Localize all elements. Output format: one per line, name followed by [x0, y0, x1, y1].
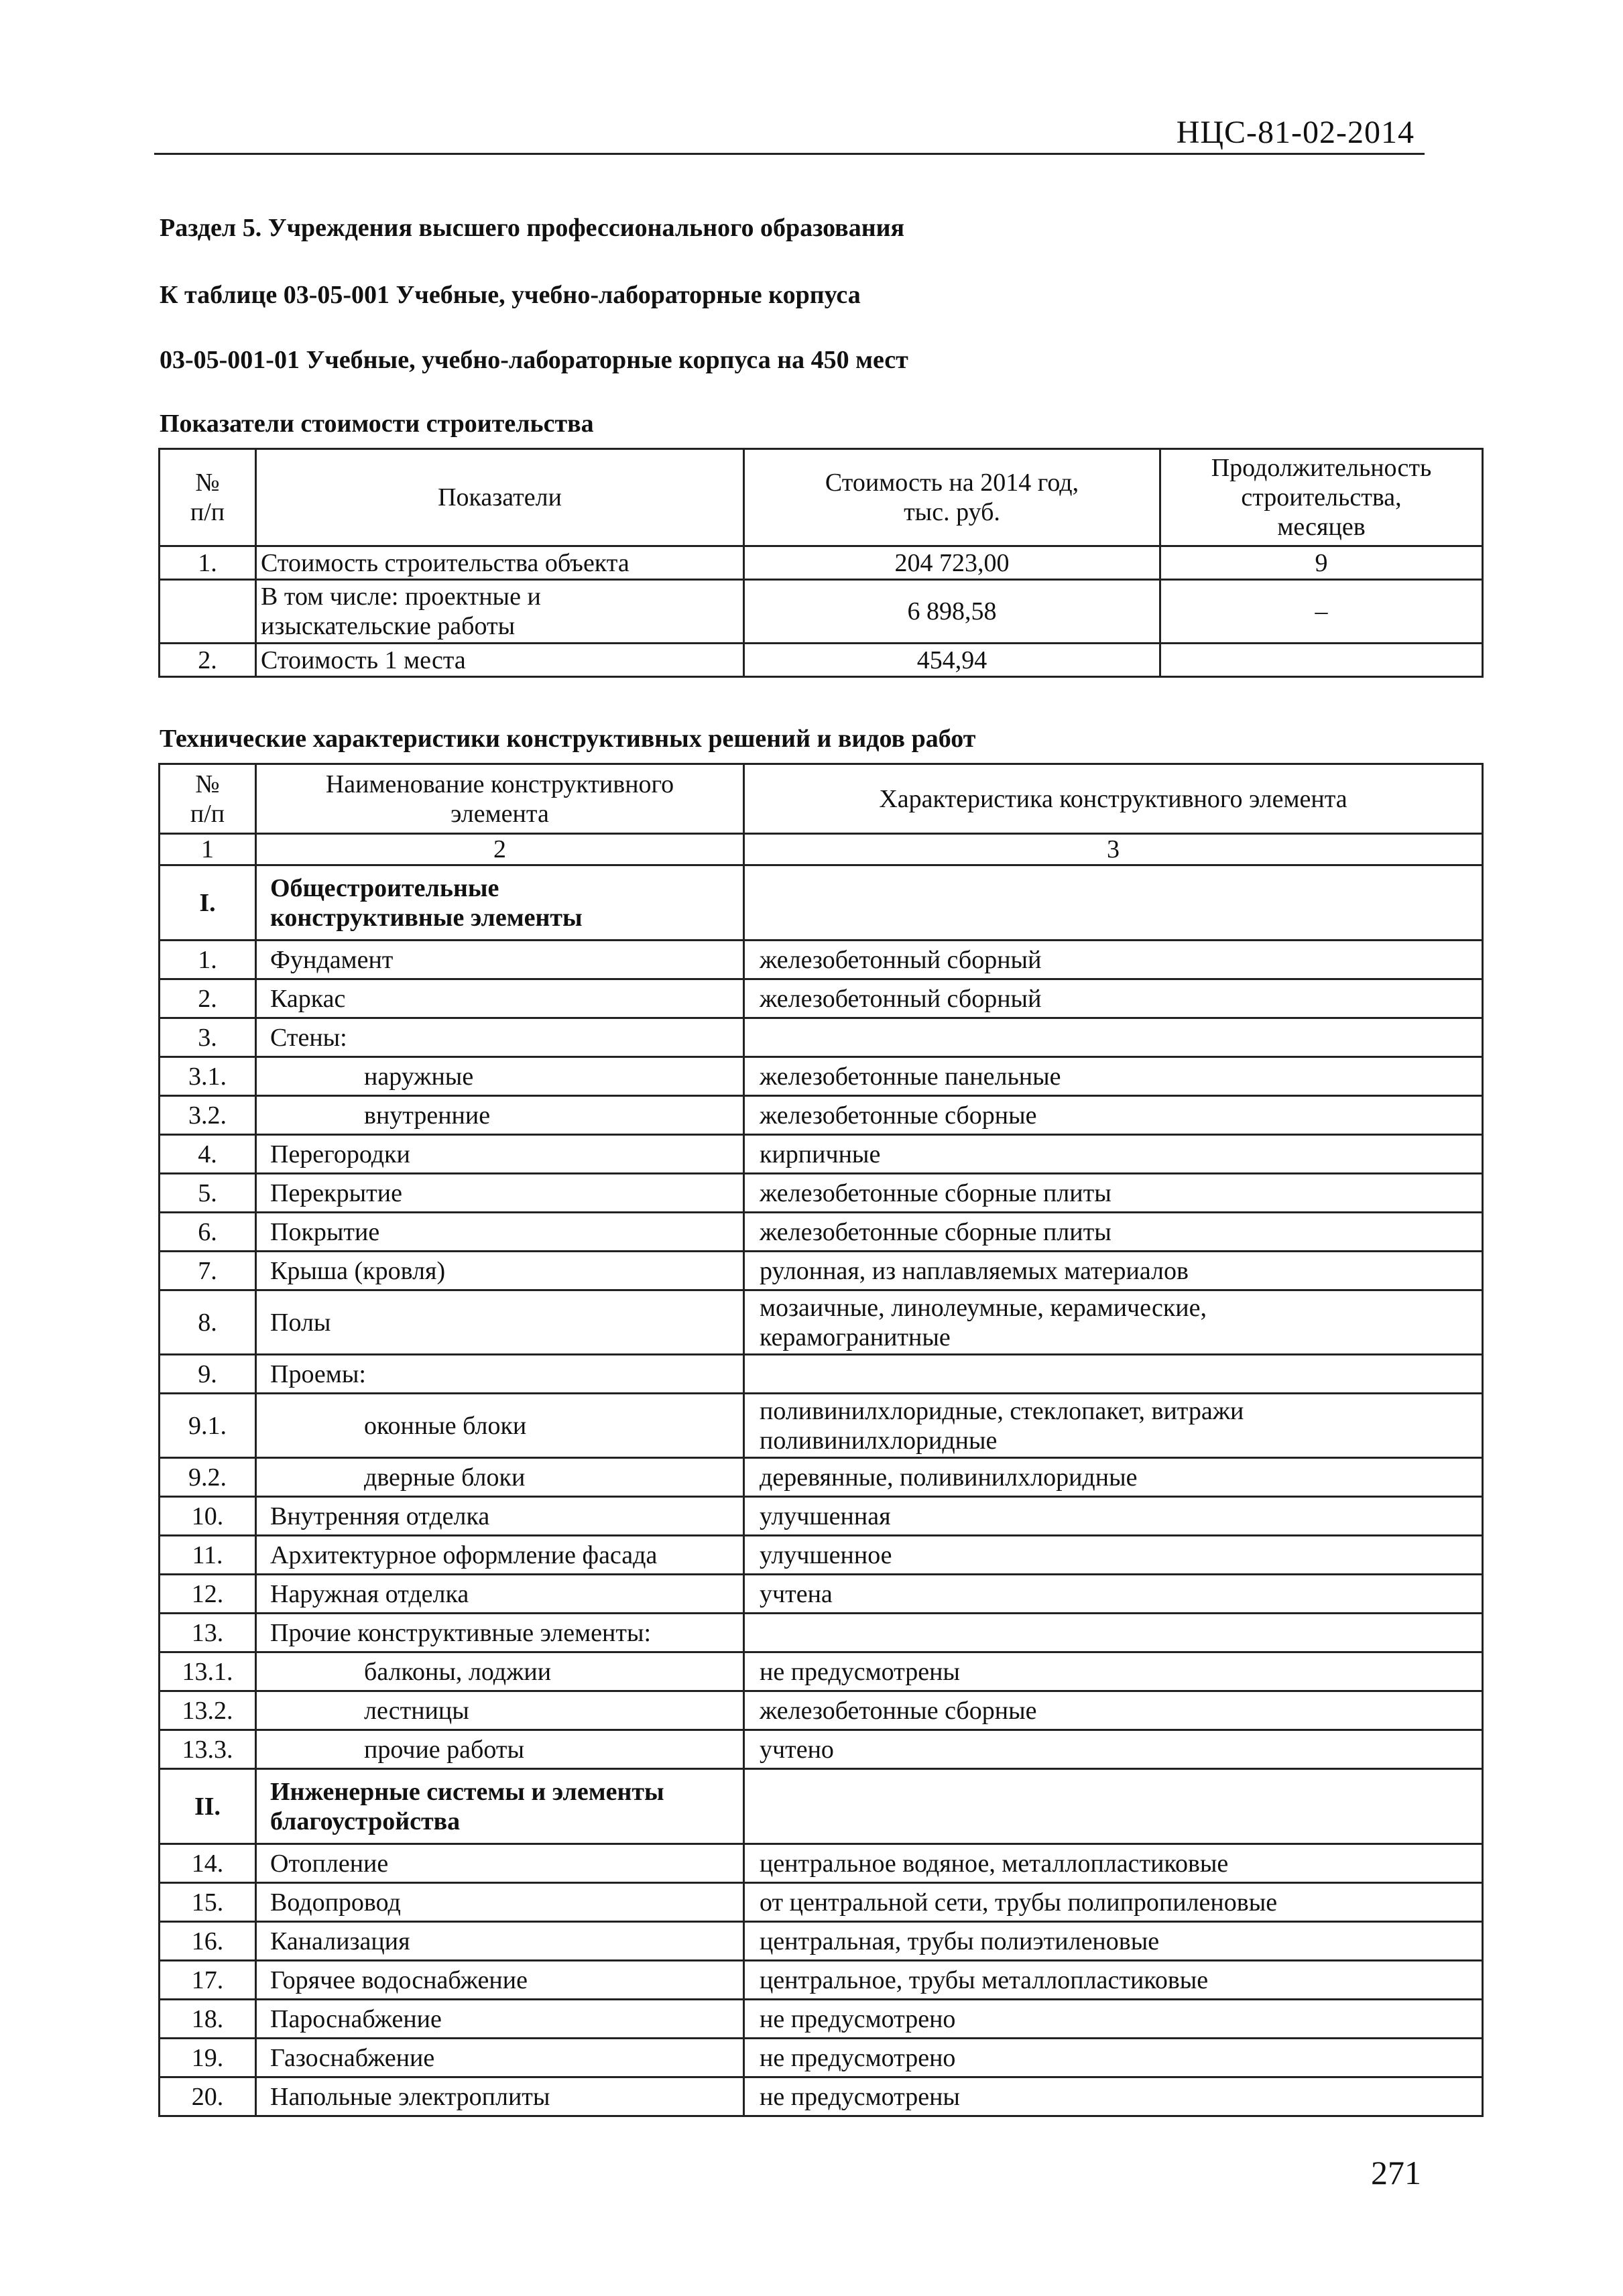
element-name: Наружная отделка [256, 1575, 744, 1614]
element-characteristic: мозаичные, линолеумные, керамические, керамогранитные [744, 1290, 1483, 1355]
header-number: № п/п [160, 449, 256, 546]
tech-table-row [160, 1252, 1483, 1290]
element-name: дверные блоки [256, 1458, 744, 1497]
duration-value [1160, 644, 1483, 677]
element-characteristic: железобетонный сборный [744, 941, 1483, 979]
header-element-characteristic: Характеристика конструктивного элемента [744, 764, 1483, 834]
element-number: 9. [160, 1355, 256, 1394]
element-characteristic [744, 1018, 1483, 1057]
element-characteristic: от центральной сети, трубы полипропиленовые [744, 1883, 1483, 1922]
indicator-name: В том числе: проектные и изыскательские работы [256, 580, 744, 644]
element-number: 8. [160, 1290, 256, 1355]
element-characteristic: железобетонные сборные [744, 1096, 1483, 1135]
element-number: 6. [160, 1213, 256, 1252]
element-number: 9.2. [160, 1458, 256, 1497]
element-characteristic: деревянные, поливинилхлоридные [744, 1458, 1483, 1497]
element-name: прочие работы [256, 1730, 744, 1769]
element-number: 3. [160, 1018, 256, 1057]
element-number: 12. [160, 1575, 256, 1614]
duration-value: 9 [1160, 546, 1483, 580]
element-name: Фундамент [256, 941, 744, 979]
element-characteristic [744, 1355, 1483, 1394]
column-number-1: 1 [160, 834, 256, 865]
object-heading: 03-05-001-01 Учебные, учебно-лабораторные корпуса на 450 мест [160, 346, 908, 374]
tech-table-row [160, 1458, 1483, 1497]
element-name: Газоснабжение [256, 2039, 744, 2077]
tech-table-header-row [160, 764, 1483, 834]
element-characteristic: центральное, трубы металлопластиковые [744, 1961, 1483, 2000]
element-number: 10. [160, 1497, 256, 1536]
element-name: Крыша (кровля) [256, 1252, 744, 1290]
element-characteristic: не предусмотрено [744, 2000, 1483, 2039]
element-characteristic: центральное водяное, металлопластиковые [744, 1844, 1483, 1883]
tech-table-row [160, 1497, 1483, 1536]
cost-indicators-heading: Показатели стоимости строительства [160, 410, 594, 438]
tech-table-row [160, 1769, 1483, 1844]
element-name: балконы, лоджии [256, 1652, 744, 1691]
tech-table-row [160, 979, 1483, 1018]
tech-table-row [160, 1174, 1483, 1213]
element-characteristic: улучшенное [744, 1536, 1483, 1575]
element-name: наружные [256, 1057, 744, 1096]
element-number: 19. [160, 2039, 256, 2077]
tech-table-row [160, 1883, 1483, 1922]
tech-table-row [160, 1536, 1483, 1575]
column-number-2: 2 [256, 834, 744, 865]
tech-table-row [160, 1290, 1483, 1355]
tech-table-row [160, 1691, 1483, 1730]
element-characteristic: железобетонные панельные [744, 1057, 1483, 1096]
tech-table-row [160, 1730, 1483, 1769]
element-characteristic: железобетонные сборные плиты [744, 1174, 1483, 1213]
element-characteristic: железобетонные сборные плиты [744, 1213, 1483, 1252]
element-characteristic: железобетонные сборные [744, 1691, 1483, 1730]
element-characteristic: улучшенная [744, 1497, 1483, 1536]
element-name: Напольные электроплиты [256, 2077, 744, 2116]
tech-table-row [160, 2039, 1483, 2077]
element-characteristic: не предусмотрены [744, 1652, 1483, 1691]
element-characteristic: учтено [744, 1730, 1483, 1769]
element-characteristic: рулонная, из наплавляемых материалов [744, 1252, 1483, 1290]
element-number: 9.1. [160, 1394, 256, 1458]
element-characteristic: поливинилхлоридные, стеклопакет, витражи поливинилхлоридные [744, 1394, 1483, 1458]
header-duration: Продолжительность строительства, месяцев [1160, 449, 1483, 546]
element-number: II. [160, 1769, 256, 1844]
element-number: 2. [160, 979, 256, 1018]
element-characteristic: не предусмотрено [744, 2039, 1483, 2077]
element-name: Полы [256, 1290, 744, 1355]
tech-table-row [160, 1575, 1483, 1614]
element-number: 3.1. [160, 1057, 256, 1096]
element-characteristic [744, 1614, 1483, 1652]
element-number: 14. [160, 1844, 256, 1883]
element-characteristic: учтена [744, 1575, 1483, 1614]
tech-table-row [160, 1844, 1483, 1883]
row-number: 2. [160, 644, 256, 677]
page-number: 271 [1371, 2154, 1421, 2191]
element-number: 13.1. [160, 1652, 256, 1691]
element-name: Покрытие [256, 1213, 744, 1252]
element-name: Внутренняя отделка [256, 1497, 744, 1536]
cost-table-row [160, 546, 1483, 580]
element-name: Отопление [256, 1844, 744, 1883]
element-number: 4. [160, 1135, 256, 1174]
row-number: 1. [160, 546, 256, 580]
indicator-name: Стоимость строительства объекта [256, 546, 744, 580]
cost-table-row [160, 580, 1483, 644]
element-name: Пароснабжение [256, 2000, 744, 2039]
element-number: 13.3. [160, 1730, 256, 1769]
column-number-3: 3 [744, 834, 1483, 865]
section-heading: Раздел 5. Учреждения высшего профессионального образования [160, 214, 905, 242]
element-name: Канализация [256, 1922, 744, 1961]
header-cost-2014: Стоимость на 2014 год, тыс. руб. [744, 449, 1160, 546]
element-number: 1. [160, 941, 256, 979]
element-number: 7. [160, 1252, 256, 1290]
tech-table-row [160, 1394, 1483, 1458]
tech-table-row [160, 1652, 1483, 1691]
header-indicators: Показатели [256, 449, 744, 546]
element-name: Водопровод [256, 1883, 744, 1922]
tech-table-row [160, 2077, 1483, 2116]
tech-table-row [160, 2000, 1483, 2039]
element-number: 3.2. [160, 1096, 256, 1135]
element-characteristic: кирпичные [744, 1135, 1483, 1174]
element-name: оконные блоки [256, 1394, 744, 1458]
element-number: 11. [160, 1536, 256, 1575]
element-characteristic: центральная, трубы полиэтиленовые [744, 1922, 1483, 1961]
element-number: 15. [160, 1883, 256, 1922]
tech-table-row [160, 941, 1483, 979]
section-title: Инженерные системы и элементы благоустройства [256, 1769, 744, 1844]
element-name: Горячее водоснабжение [256, 1961, 744, 2000]
element-number: 13.2. [160, 1691, 256, 1730]
element-name: Прочие конструктивные элементы: [256, 1614, 744, 1652]
tech-table-row [160, 865, 1483, 941]
element-number: 20. [160, 2077, 256, 2116]
element-characteristic [744, 1769, 1483, 1844]
tech-table-row [160, 1057, 1483, 1096]
element-name: внутренние [256, 1096, 744, 1135]
cost-indicators-table [158, 448, 1484, 678]
element-name: лестницы [256, 1691, 744, 1730]
element-characteristic: железобетонный сборный [744, 979, 1483, 1018]
element-number: 17. [160, 1961, 256, 2000]
row-number [160, 580, 256, 644]
element-number: 13. [160, 1614, 256, 1652]
element-name: Перегородки [256, 1135, 744, 1174]
cost-table-header-row [160, 449, 1483, 546]
tech-table-row [160, 1922, 1483, 1961]
element-characteristic [744, 865, 1483, 941]
indicator-name: Стоимость 1 места [256, 644, 744, 677]
tech-table-row [160, 1614, 1483, 1652]
cost-value: 204 723,00 [744, 546, 1160, 580]
cost-value: 454,94 [744, 644, 1160, 677]
tech-table-row [160, 1355, 1483, 1394]
tech-table-row [160, 1213, 1483, 1252]
element-characteristic: не предусмотрены [744, 2077, 1483, 2116]
element-number: 18. [160, 2000, 256, 2039]
element-number: I. [160, 865, 256, 941]
element-number: 5. [160, 1174, 256, 1213]
header-element-name: Наименование конструктивного элемента [256, 764, 744, 834]
element-name: Перекрытие [256, 1174, 744, 1213]
tech-table-row [160, 1135, 1483, 1174]
cost-value: 6 898,58 [744, 580, 1160, 644]
section-title: Общестроительные конструктивные элементы [256, 865, 744, 941]
element-number: 16. [160, 1922, 256, 1961]
tech-table-row [160, 1961, 1483, 2000]
document-code: НЦС-81-02-2014 [1176, 115, 1415, 150]
header-number: № п/п [160, 764, 256, 834]
column-numbers-row [160, 834, 1483, 865]
duration-value: – [1160, 580, 1483, 644]
tech-table-row [160, 1018, 1483, 1057]
tech-table-row [160, 1096, 1483, 1135]
element-name: Архитектурное оформление фасада [256, 1536, 744, 1575]
element-name: Стены: [256, 1018, 744, 1057]
technical-characteristics-heading: Технические характеристики конструктивных решений и видов работ [160, 725, 976, 753]
table-reference-heading: К таблице 03-05-001 Учебные, учебно-лабораторные корпуса [160, 281, 861, 309]
header-rule [154, 153, 1425, 155]
technical-characteristics-table [158, 763, 1484, 2117]
cost-table-row [160, 644, 1483, 677]
element-name: Каркас [256, 979, 744, 1018]
element-name: Проемы: [256, 1355, 744, 1394]
